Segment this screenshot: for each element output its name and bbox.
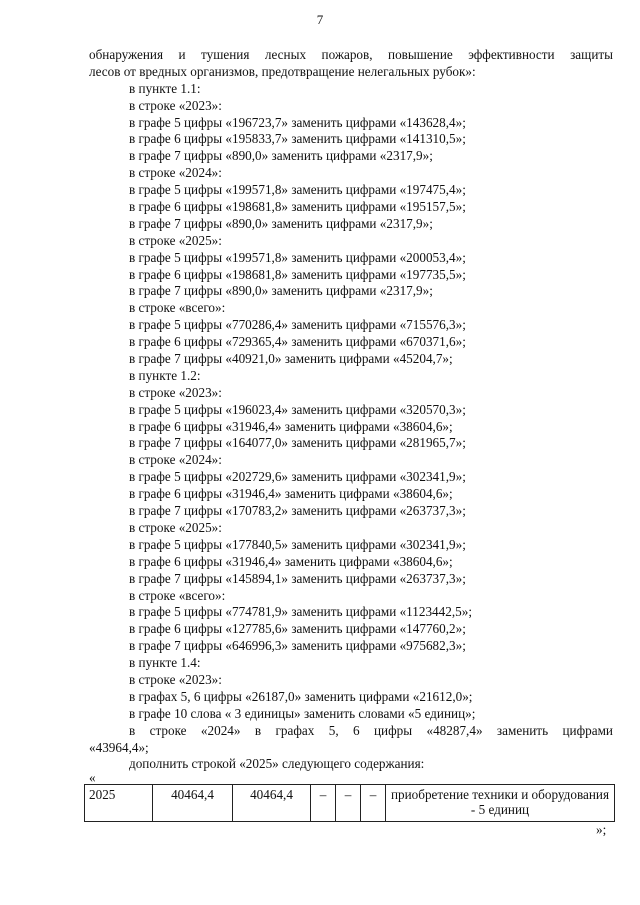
text-line: в графе 5 цифры «196023,4» заменить цифрами «320570,3»; (129, 401, 466, 417)
text-line: в графе 7 цифры «646996,3» заменить цифрами «975682,3»; (129, 638, 466, 654)
text-line: в графах 5, 6 цифры «26187,0» заменить цифрами «21612,0»; (129, 688, 473, 704)
text-line: в пункте 1.1: (129, 80, 201, 96)
text-line: в графе 6 цифры «31946,4» заменить цифрами «38604,6»; (129, 418, 453, 434)
table-cell: – (311, 785, 336, 822)
text-line: в графе 6 цифры «198681,8» заменить цифрами «195157,5»; (129, 199, 466, 215)
page-number: 7 (316, 12, 324, 27)
text-line: в графе 5 цифры «196723,7» заменить цифрами «143628,4»; (129, 114, 466, 130)
text-line: в графе 7 цифры «164077,0» заменить цифрами «281965,7»; (129, 435, 466, 451)
text-line: в строке «2024» в графах 5, 6 цифры «48287,4» заменить цифрами (129, 722, 613, 738)
text-line: в графе 6 цифры «729365,4» заменить цифрами «670371,6»; (129, 334, 466, 350)
text-line: в графе 7 цифры «145894,1» заменить цифрами «263737,3»; (129, 570, 466, 586)
text-line: в строке «2025»: (129, 519, 222, 535)
text-line: лесов от вредных организмов, предотвращение нелегальных рубок»: (89, 63, 476, 79)
text-line: в строке «всего»: (129, 587, 226, 603)
amendment-table (84, 784, 615, 822)
text-line: в графе 10 слова « 3 единицы» заменить словами «5 единиц»; (129, 705, 476, 721)
text-line: в графе 5 цифры «770286,4» заменить цифрами «715576,3»; (129, 317, 466, 333)
table-cell-year: 2025 (85, 785, 153, 822)
text-line: в пункте 1.4: (129, 655, 201, 671)
text-line: обнаружения и тушения лесных пожаров, повышение эффективности защиты (89, 47, 613, 62)
text-line: в строке «2023»: (129, 384, 222, 400)
text-line: в строке «2023»: (129, 671, 222, 687)
table-cell-description: приобретение техники и оборудования - 5 единиц (386, 785, 615, 822)
text-line: «43964,4»; (89, 739, 149, 755)
text-line: в графе 6 цифры «195833,7» заменить цифрами «141310,5»; (129, 131, 466, 147)
text-line: в графе 7 цифры «170783,2» заменить цифрами «263737,3»; (129, 503, 466, 519)
text-line: в графе 7 цифры «890,0» заменить цифрами «2317,9»; (129, 283, 433, 299)
text-line: в графе 7 цифры «890,0» заменить цифрами «2317,9»; (129, 148, 433, 164)
text-line: в графе 5 цифры «199571,8» заменить цифрами «200053,4»; (129, 249, 466, 265)
document-body (89, 47, 613, 773)
text-line: в графе 5 цифры «774781,9» заменить цифрами «1123442,5»; (129, 604, 472, 620)
text-line: в графе 7 цифры «40921,0» заменить цифрами «45204,7»; (129, 351, 453, 367)
text-line: в строке «2023»: (129, 97, 222, 113)
text-line: дополнить строкой «2025» следующего содержания: (129, 756, 425, 772)
table-cell: – (336, 785, 361, 822)
table-cell: – (361, 785, 386, 822)
text-line: в графе 6 цифры «31946,4» заменить цифрами «38604,6»; (129, 486, 453, 502)
text-line: в строке «всего»: (129, 300, 226, 316)
opening-quote: « (89, 770, 96, 785)
text-line: в графе 7 цифры «890,0» заменить цифрами «2317,9»; (129, 215, 433, 231)
text-line: в графе 6 цифры «31946,4» заменить цифрами «38604,6»; (129, 553, 453, 569)
text-line: в графе 5 цифры «202729,6» заменить цифрами «302341,9»; (129, 469, 466, 485)
text-line: в строке «2024»: (129, 452, 222, 468)
text-line: в графе 5 цифры «177840,5» заменить цифрами «302341,9»; (129, 536, 466, 552)
text-line: в графе 5 цифры «199571,8» заменить цифрами «197475,4»; (129, 182, 466, 198)
table-cell: 40464,4 (233, 785, 311, 822)
table-row (85, 785, 615, 822)
text-line: в графе 6 цифры «127785,6» заменить цифрами «147760,2»; (129, 621, 466, 637)
text-line: в строке «2025»: (129, 232, 222, 248)
closing-quote: »; (596, 822, 607, 837)
table-cell: 40464,4 (153, 785, 233, 822)
text-line: в пункте 1.2: (129, 367, 201, 383)
text-line: в строке «2024»: (129, 165, 222, 181)
text-line: в графе 6 цифры «198681,8» заменить цифрами «197735,5»; (129, 266, 466, 282)
